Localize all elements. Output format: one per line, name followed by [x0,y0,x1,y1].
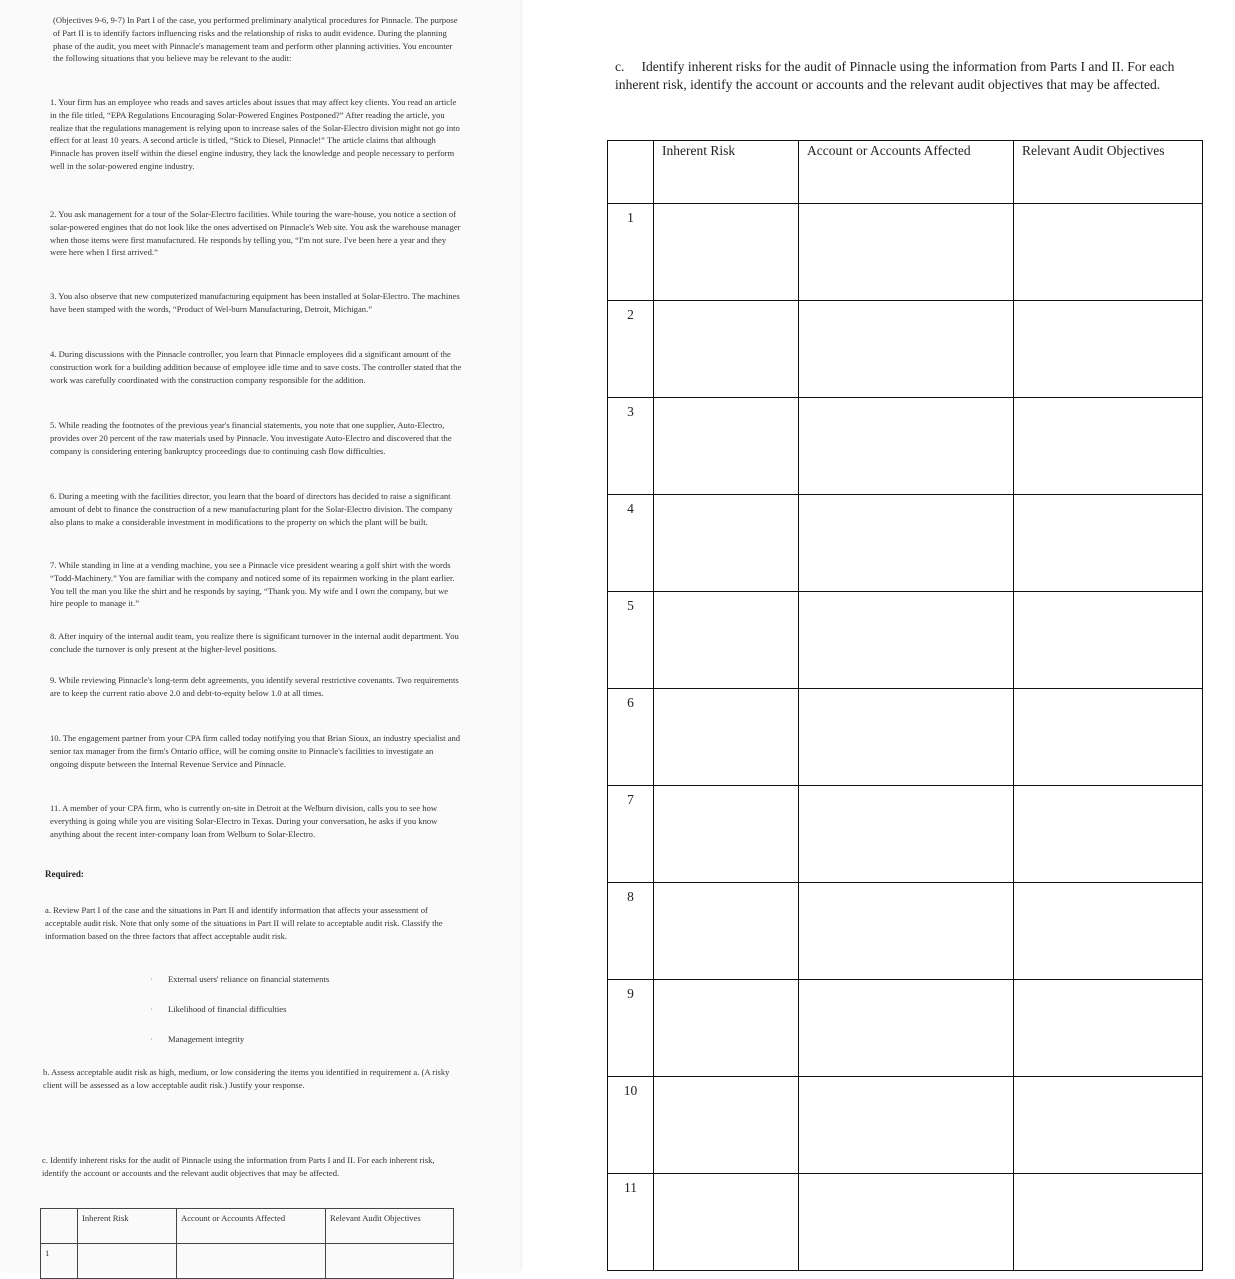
situation-7: 7. While standing in line at a vending machine, you see a Pinnacle vice president wearing a golf shirt with the words “Todd-Machinery.” You are familiar with the company and noticed some of its repairmen working in the plant earlier. You tell the man you like the shirt and he responds by saying, “Thank you. My wife and I own the company, but we hire people to manage it.” [50,560,455,609]
table-row [608,1174,1203,1271]
table-row [608,883,1203,980]
header-cell-inherent-risk: Inherent Risk [78,1209,177,1244]
situation-5: 5. While reading the footnotes of the previous year's financial statements, you note that one supplier, Auto-Electro, provides over 20 percent of the raw materials used by Pinnacle. You investigate Auto-Electro and discovered that the company is considering entering bankruptcy proceedings due to continuing cash flow difficulties. [50,420,452,456]
inherent-risk-table [607,140,1203,1271]
cell-inherent-risk[interactable] [654,1077,799,1174]
header-cell-inherent-risk: Inherent Risk [654,141,799,204]
table-row [608,786,1203,883]
left-document-page [0,0,520,1271]
cell-inherent-risk[interactable] [654,204,799,301]
row-number: 10 [608,1077,654,1174]
row-number: 1 [608,204,654,301]
cell-objectives[interactable] [1014,398,1203,495]
situation-6: 6. During a meeting with the facilities director, you learn that the board of directors has decided to raise a significant amount of debt to finance the construction of a new manufacturing plant for the Solar-Electro division. The company also plans to make a considerable investment in modifications to the property on which the plant will be built. [50,491,453,527]
cell-inherent-risk[interactable] [654,301,799,398]
cell-accounts[interactable] [799,1077,1014,1174]
table-row [41,1244,454,1279]
situation-9: 9. While reviewing Pinnacle's long-term debt agreements, you identify several restrictive covenants. Two requirements are to keep the current ratio above 2.0 and debt-to-equity below 1.0 at all times. [50,675,459,698]
cell-objectives[interactable] [1014,786,1203,883]
row-number: 11 [608,1174,654,1271]
cell-objectives[interactable] [1014,495,1203,592]
row-number: 8 [608,883,654,980]
cell-accounts[interactable] [799,980,1014,1077]
cell-inherent-risk[interactable] [78,1244,177,1279]
row-number: 3 [608,398,654,495]
table-row [608,398,1203,495]
cell-inherent-risk[interactable] [654,592,799,689]
row-number: 5 [608,592,654,689]
situation-8: 8. After inquiry of the internal audit team, you realize there is significant turnover in the internal audit department. You conclude the turnover is only present at the higher-level positions. [50,631,459,654]
situation-4: 4. During discussions with the Pinnacle controller, you learn that Pinnacle employees did a significant amount of the construction work for a building addition because of employee idle time and to save costs. The controller stated that the work was carefully coordinated with the construction company responsible for the addition. [50,349,462,385]
situation-11: 11. A member of your CPA firm, who is currently on-site in Detroit at the Welburn division, calls you to see how everything is going while you are visiting Solar-Electro in Texas. During your conversation, he asks if you know anything about the recent inter-company loan from Welburn to Solar-Electro. [50,803,438,839]
cell-accounts[interactable] [799,883,1014,980]
cell-inherent-risk[interactable] [654,398,799,495]
table-row [608,592,1203,689]
cell-accounts[interactable] [799,398,1014,495]
required-heading: Required: [45,869,84,879]
requirement-c-heading [615,58,1205,94]
row-number: 2 [608,301,654,398]
requirement-c: c. Identify inherent risks for the audit of Pinnacle using the information from Parts I and II. For each inherent risk, identify the account or accounts and the relevant audit objectives that may be affected. [42,1155,435,1178]
header-cell-accounts: Account or Accounts Affected [177,1209,326,1244]
cell-objectives[interactable] [1014,689,1203,786]
bullet-text: Management integrity [168,1034,245,1044]
bullet-item [150,974,329,984]
cell-objectives[interactable] [326,1244,454,1279]
table-row [608,689,1203,786]
situation-2: 2. You ask management for a tour of the Solar-Electro facilities. While touring the ware-house, you notice a section of solar-powered engines that do not look like the ones advertised on Pinnacle's Web site. You ask the warehouse manager when those items were first manufactured. He responds by telling you, “I'm not sure. I've been here a year and they were here when I first arrived.” [50,209,461,258]
header-cell-accounts: Account or Accounts Affected [799,141,1014,204]
table-header-row [608,141,1203,204]
requirement-c-label: c. [615,59,625,74]
cell-inherent-risk[interactable] [654,883,799,980]
table-header-row [41,1209,454,1244]
table-row [608,204,1203,301]
cell-accounts[interactable] [799,204,1014,301]
cell-accounts[interactable] [799,592,1014,689]
header-cell-objectives: Relevant Audit Objectives [326,1209,454,1244]
row-number: 6 [608,689,654,786]
bullet-marker: · [150,1034,153,1044]
row-number: 7 [608,786,654,883]
bullet-marker: · [150,1004,153,1014]
bullet-text: External users' reliance on financial statements [168,974,330,984]
inherent-risk-table-small [40,1208,454,1279]
intro-paragraph: (Objectives 9-6, 9-7) In Part I of the case, you performed preliminary analytical procedures for Pinnacle. The purpose of Part II is to identify factors influencing risks and the relationship of risks to audit evidence. During the planning phase of the audit, you meet with Pinnacle's management team and perform other planning activities. You encounter the following situations that you believe may be relevant to the audit: [53,15,458,64]
row-number: 1 [41,1244,78,1279]
cell-accounts[interactable] [799,301,1014,398]
bullet-item [150,1004,286,1014]
requirement-b: b. Assess acceptable audit risk as high, medium, or low considering the items you identified in requirement a. (A risky client will be assessed as a low acceptable audit risk.) Justify your response. [43,1067,450,1090]
situation-3: 3. You also observe that new computerized manufacturing equipment has been installed at Solar-Electro. The machines have been stamped with the words, “Product of Wel-burn Manufacturing, Detroit, Michigan.” [50,291,460,314]
cell-inherent-risk[interactable] [654,1174,799,1271]
cell-accounts[interactable] [799,495,1014,592]
cell-objectives[interactable] [1014,204,1203,301]
situation-10: 10. The engagement partner from your CPA firm called today notifying you that Brian Sioux, an industry specialist and senior tax manager from the firm's Ontario office, will be coming onsite to Pinnacle's facilities to investigate an ongoing dispute between the Internal Revenue Service and Pinnacle. [50,733,461,769]
bullet-marker: · [150,974,153,984]
row-number: 4 [608,495,654,592]
cell-accounts[interactable] [799,786,1014,883]
situation-1: 1. Your firm has an employee who reads and saves articles about issues that may affect key clients. You read an article in the file titled, “EPA Regulations Encouraging Solar-Powered Engines Postponed?” After reading the article, you realize that the regulations management is relying upon to increase sales of the Solar-Electro division might not go into effect for at least 10 years. A second article is titled, “Stick to Diesel, Pinnacle!” The article claims that although Pinnacle has proven itself within the diesel engine industry, they lack the knowledge and people necessary to perform well in the solar-powered engine industry. [50,97,460,171]
header-cell-number [608,141,654,204]
bullet-text: Likelihood of financial difficulties [168,1004,287,1014]
cell-objectives[interactable] [1014,980,1203,1077]
requirement-a: a. Review Part I of the case and the situations in Part II and identify information that affects your assessment of acceptable audit risk. Note that only some of the situations in Part II will relate to acceptable audit risk. Classify the information based on the three factors that affect acceptable audit risk. [45,905,443,941]
cell-objectives[interactable] [1014,592,1203,689]
cell-inherent-risk[interactable] [654,689,799,786]
right-document-page [523,0,1235,1271]
cell-inherent-risk[interactable] [654,786,799,883]
table-row [608,980,1203,1077]
cell-inherent-risk[interactable] [654,495,799,592]
requirement-c-text: Identify inherent risks for the audit of Pinnacle using the information from Parts I and II. For each inherent risk, identify the account or accounts and the relevant audit objectives that may be affected. [615,59,1175,92]
bullet-item [150,1034,244,1044]
cell-objectives[interactable] [1014,301,1203,398]
cell-accounts[interactable] [799,689,1014,786]
header-cell-number [41,1209,78,1244]
table-row [608,495,1203,592]
table-row [608,1077,1203,1174]
cell-objectives[interactable] [1014,1077,1203,1174]
header-cell-objectives: Relevant Audit Objectives [1014,141,1203,204]
row-number: 9 [608,980,654,1077]
cell-objectives[interactable] [1014,883,1203,980]
table-row [608,301,1203,398]
cell-accounts[interactable] [799,1174,1014,1271]
cell-inherent-risk[interactable] [654,980,799,1077]
cell-accounts[interactable] [177,1244,326,1279]
cell-objectives[interactable] [1014,1174,1203,1271]
